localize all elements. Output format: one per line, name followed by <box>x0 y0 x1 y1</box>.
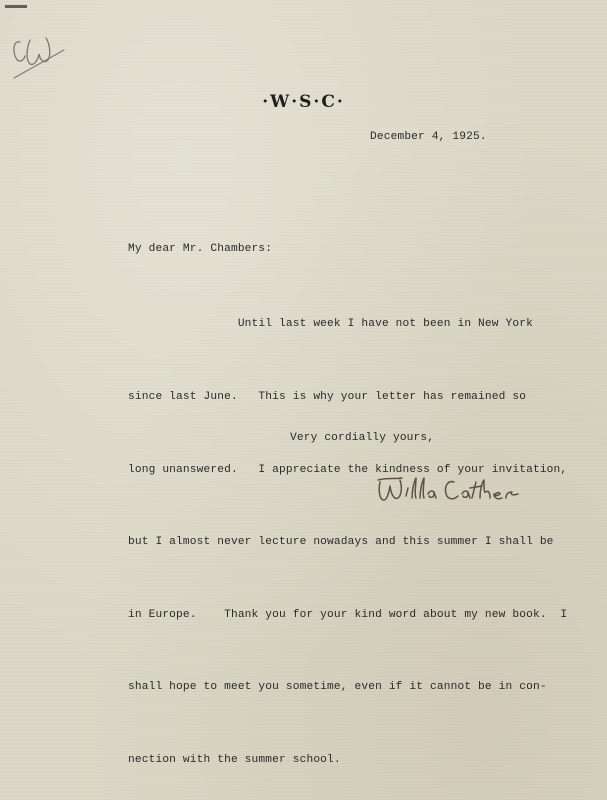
closing: Very cordially yours, <box>290 432 435 444</box>
body-line: since last June. This is why your letter has remained so <box>128 391 527 404</box>
letter-date: December 4, 1925. <box>370 131 487 143</box>
letter-body <box>128 264 567 800</box>
body-line: in Europe. Thank you for your kind word about my new book. I <box>128 608 568 621</box>
pencil-annotation <box>6 20 76 80</box>
top-edge-mark <box>5 5 27 8</box>
letterhead-monogram: ·W·S·C· <box>262 92 345 112</box>
body-line: long unanswered. I appreciate the kindness of your invitation, <box>128 463 568 476</box>
body-line: but I almost never lecture nowadays and this summer I shall be <box>128 536 554 549</box>
handwritten-signature <box>372 470 532 510</box>
body-line: shall hope to meet you sometime, even if it cannot be in con- <box>128 681 547 694</box>
body-line: Until last week I have not been in New York <box>128 318 533 331</box>
salutation: My dear Mr. Chambers: <box>128 243 273 255</box>
body-line: nection with the summer school. <box>128 754 341 767</box>
